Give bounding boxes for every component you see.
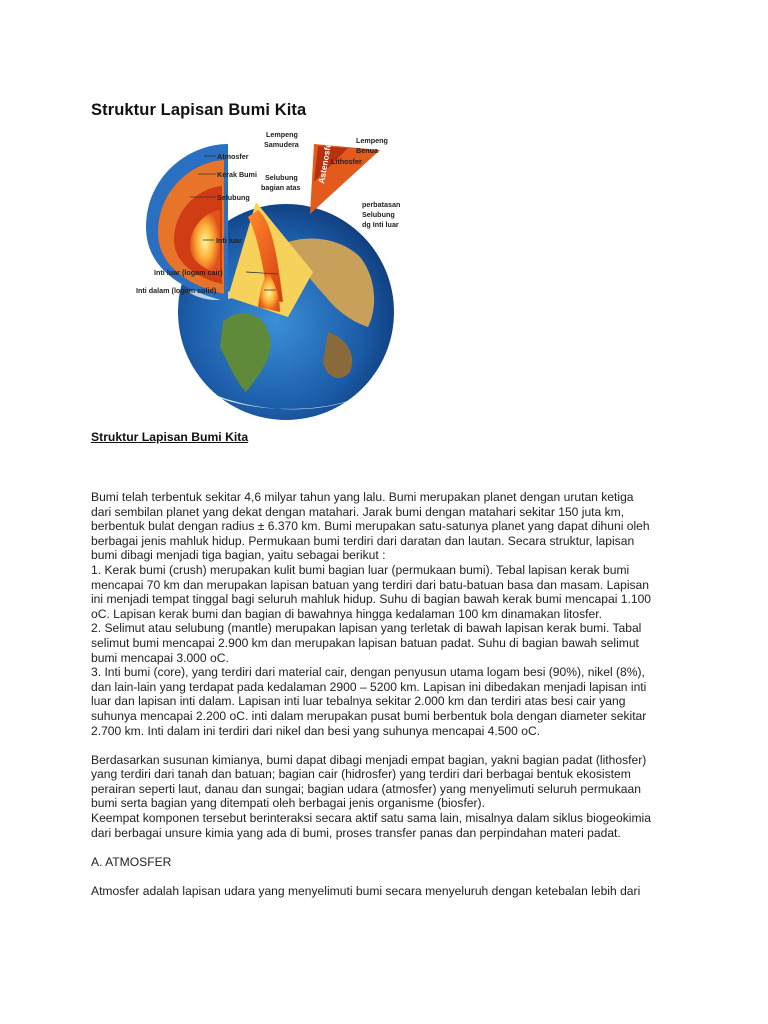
text-line: oC. Lapisan kerak bumi dan bagian di bawahnya hingga kedalaman 100 km dinamakan litosfer.	[91, 606, 602, 621]
section-subtitle: Struktur Lapisan Bumi Kita	[91, 430, 249, 444]
lempeng-benua-label-1: Lempeng	[356, 136, 388, 145]
lempeng-samudera-label-1: Lempeng	[266, 130, 298, 139]
text-line: 1. Kerak bumi (crush) merupakan kulit bumi bagian luar (permukaan bumi). Tebal lapisan kerak bumi	[91, 562, 630, 577]
text-line: dari sembilan planet yang dekat dengan matahari. Jarak bumi dengan matahari sekitar 150 juta km,	[91, 504, 625, 519]
text-line: dan lain-lain yang terdapat pada kedalaman 2900 – 5200 km. Lapisan ini dibedakan menjadi lapisan inti	[91, 679, 647, 694]
inti-luar-label: Inti luar	[216, 236, 242, 245]
lithosfer-label: Lithosfer	[331, 157, 362, 166]
text-line: berbentuk bulat dengan radius ± 6.370 km. Bumi merupakan satu-satunya planet yang dapat dihuni oleh	[91, 519, 650, 534]
atmosfer-label: Atmosfer	[217, 152, 249, 161]
inti-luar-cair-label: Inti luar (logam cair)	[154, 268, 223, 277]
perbatasan-label-1: perbatasan	[362, 200, 401, 209]
earth-cutaway-illustration	[128, 122, 408, 422]
perbatasan-label-3: dg Inti luar	[362, 220, 399, 229]
text-line: Keempat komponen tersebut berinteraksi secara aktif satu sama lain, misalnya dalam siklus biogeokimia	[91, 811, 651, 826]
selubung-atas-label-2: bagian atas	[261, 183, 301, 192]
text-line: berbagai jenis mahluk hidup. Permukaan bumi terdiri dari daratan dan lautan. Secara struktur, lapisan	[91, 533, 635, 548]
selubung-atas-label-1: Selubung	[265, 173, 298, 182]
text-line: bumi mencapai 3.000 oC.	[91, 650, 229, 665]
kerak-bumi-label: Kerak Bumi	[217, 170, 257, 179]
text-line: dari berbagai unsure kimia yang ada di bumi, proses transfer panas dan perpindahan materi padat.	[91, 825, 621, 840]
text-line: luar dan lapisan inti dalam. Lapisan inti luar tebalnya sekitar 2.000 km dan terdiri atas besi cair yang	[91, 694, 626, 709]
text-line: perairan seperti laut, danau dan sungai; bagian udara (atmosfer) yang menyelimuti seluruh permukaan	[91, 781, 641, 796]
page-title: Struktur Lapisan Bumi Kita	[91, 101, 307, 119]
perbatasan-label-2: Selubung	[362, 210, 395, 219]
text-line: bumi dibagi menjadi tiga bagian, yaitu sebagai berikut :	[91, 548, 386, 563]
text-line: yang terdiri dari tanah dan batuan; bagian cair (hidrosfer) yang terdiri dari berbagai bentuk ekosistem	[91, 767, 631, 782]
text-line: 2. Selimut atau selubung (mantle) merupakan lapisan yang terletak di bawah lapisan kerak bumi. Tabal	[91, 621, 642, 636]
text-line: Bumi telah terbentuk sekitar 4,6 milyar tahun yang lalu. Bumi merupakan planet dengan urutan ketiga	[91, 490, 634, 504]
text-line: Berdasarkan susunan kimianya, bumi dapat dibagi menjadi empat bagian, yakni bagian padat (lithosfer)	[91, 752, 647, 767]
text-line: mencapai 70 km dan merupakan lapisan batuan yang terdiri dari batu-batuan basa dan masam. Lapisan	[91, 577, 650, 592]
inti-dalam-solid-label: Inti dalam (logam solid)	[136, 286, 217, 295]
selubung-label: Selubung	[217, 193, 250, 202]
astenosfer-label: Astenosfer	[316, 138, 334, 185]
lempeng-benua-label-2: Benua	[356, 146, 378, 155]
lempeng-samudera-label-2: Samudera	[264, 140, 299, 149]
text-line: bumi serta bagian yang ditempati oleh berbagai jenis organisme (biosfer).	[91, 796, 485, 811]
article-body	[91, 490, 691, 899]
section-heading-atmosfer: A. ATMOSFER	[91, 854, 172, 869]
text-line: selimut bumi mencapai 2.900 km dan merupakan lapisan batuan padat. Suhu di bagian bawah selimut	[91, 635, 639, 650]
earth-structure-figure	[128, 122, 408, 422]
text-line: suhunya mencapai 2.200 oC. inti dalam merupakan pusat bumi berbentuk bola dengan diameter sekitar	[91, 708, 647, 723]
text-line: 3. Inti bumi (core), yang terdiri dari material cair, dengan penyusun utama logam besi (90%), nikel (8%),	[91, 665, 645, 680]
section-text-atmosfer: Atmosfer adalah lapisan udara yang menyelimuti bumi secara menyeluruh dengan ketebalan lebih dari	[91, 884, 641, 899]
text-line: ini menjadi tempat tinggal bagi seluruh mahluk hidup. Suhu di bagian bawah kerak bumi mencapai 1.100	[91, 592, 652, 607]
text-line: 2.700 km. Inti dalam ini terdiri dari nikel dan besi yang suhunya mencapai 4.500 oC.	[91, 723, 541, 738]
